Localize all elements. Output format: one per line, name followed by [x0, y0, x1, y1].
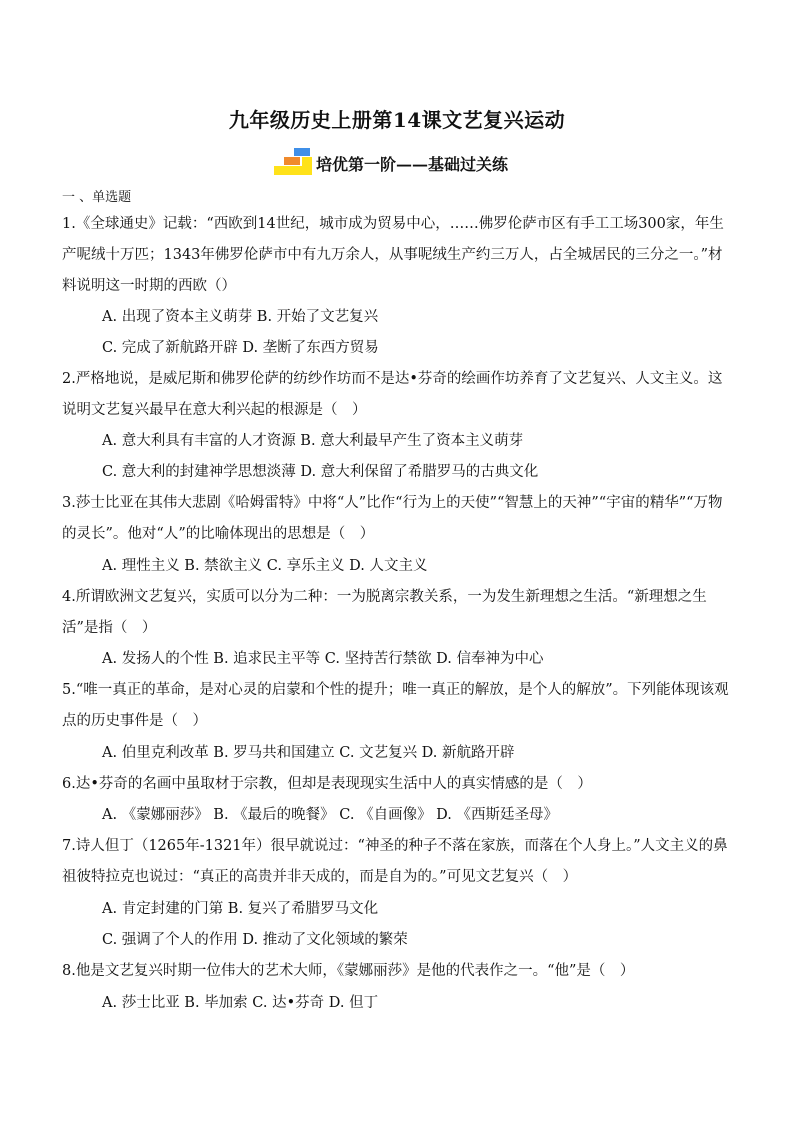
subtitle-text: 培优第一阶——基础过关练: [316, 154, 509, 174]
question-2-stem: 2.严格地说，是威尼斯和佛罗伦萨的纺纱作坊而不是达•芬奇的绘画作坊养育了文艺复兴、人文主义。这说明文艺复兴最早在意大利兴起的根源是（ ）: [62, 371, 723, 418]
question-3-stem: 3.莎士比亚在其伟大悲剧《哈姆雷特》中将“人”比作“行为上的天使”“智慧上的天神”“宇宙的精华”“万物的灵长”。他对“人”的比喻体现出的思想是（ ）: [62, 495, 723, 542]
question-5-options: A. 伯里克利改革 B. 罗马共和国建立 C. 文艺复兴 D. 新航路开辟: [102, 745, 515, 761]
page-title: 九年级历史上册第14课文艺复兴运动: [228, 108, 566, 132]
question-2-options-b: C. 意大利的封建神学思想淡薄 D. 意大利保留了希腊罗马的古典文化: [102, 464, 539, 480]
question-3-options: A. 理性主义 B. 禁欲主义 C. 享乐主义 D. 人文主义: [102, 558, 428, 574]
question-8-stem: 8.他是文艺复兴时期一位伟大的艺术大师，《蒙娜丽莎》是他的代表作之一。“他”是（ ）: [62, 963, 635, 979]
question-2-options-a: A. 意大利具有丰富的人才资源 B. 意大利最早产生了资本主义萌芽: [102, 433, 524, 449]
question-8-options: A. 莎士比亚 B. 毕加索 C. 达•芬奇 D. 但丁: [102, 995, 379, 1011]
question-6-stem: 6.达•芬奇的名画中虽取材于宗教，但却是表现现实生活中人的真实情感的是（ ）: [62, 776, 592, 792]
question-4-stem: 4.所谓欧洲文艺复兴，实质可以分为二种：一为脱离宗教关系，一为发生新理想之生活。“新理想之生活”是指（ ）: [62, 589, 707, 636]
stairs-icon: [272, 148, 314, 178]
question-7-stem: 7.诗人但丁（1265年-1321年）很早就说过：“神圣的种子不落在家族，而落在个人身上。”人文主义的鼻祖彼特拉克也说过：“真正的高贵并非天成的，而是自为的。”可见文艺复兴（ ）: [62, 838, 728, 885]
subtitle-row: [272, 148, 508, 178]
question-1-options-a: A. 出现了资本主义萌芽 B. 开始了文艺复兴: [102, 309, 379, 325]
question-5-stem: 5.“唯一真正的革命，是对心灵的启蒙和个性的提升；唯一真正的解放，是个人的解放”。下列能体现该观点的历史事件是（ ）: [62, 682, 729, 729]
section-heading: 一 、单选题: [62, 190, 132, 205]
question-6-options: A. 《蒙娜丽莎》 B. 《最后的晚餐》 C. 《自画像》 D. 《西斯廷圣母》: [102, 807, 559, 823]
question-4-options: A. 发扬人的个性 B. 追求民主平等 C. 坚持苦行禁欲 D. 信奉神为中心: [102, 651, 544, 667]
question-1-options-b: C. 完成了新航路开辟 D. 垄断了东西方贸易: [102, 340, 379, 356]
question-7-options-a: A. 肯定封建的门第 B. 复兴了希腊罗马文化: [102, 901, 379, 917]
question-1-stem: 1.《全球通史》记载：“西欧到14世纪，城市成为贸易中心，……佛罗伦萨市区有手工工场300家，年生产呢绒十万匹；1343年佛罗伦萨市中有九万余人，从事呢绒生产约三万人，占全城居民的三分之一。”材料说明这一时期的西欧（）: [62, 216, 724, 294]
question-7-options-b: C. 强调了个人的作用 D. 推动了文化领域的繁荣: [102, 932, 408, 948]
